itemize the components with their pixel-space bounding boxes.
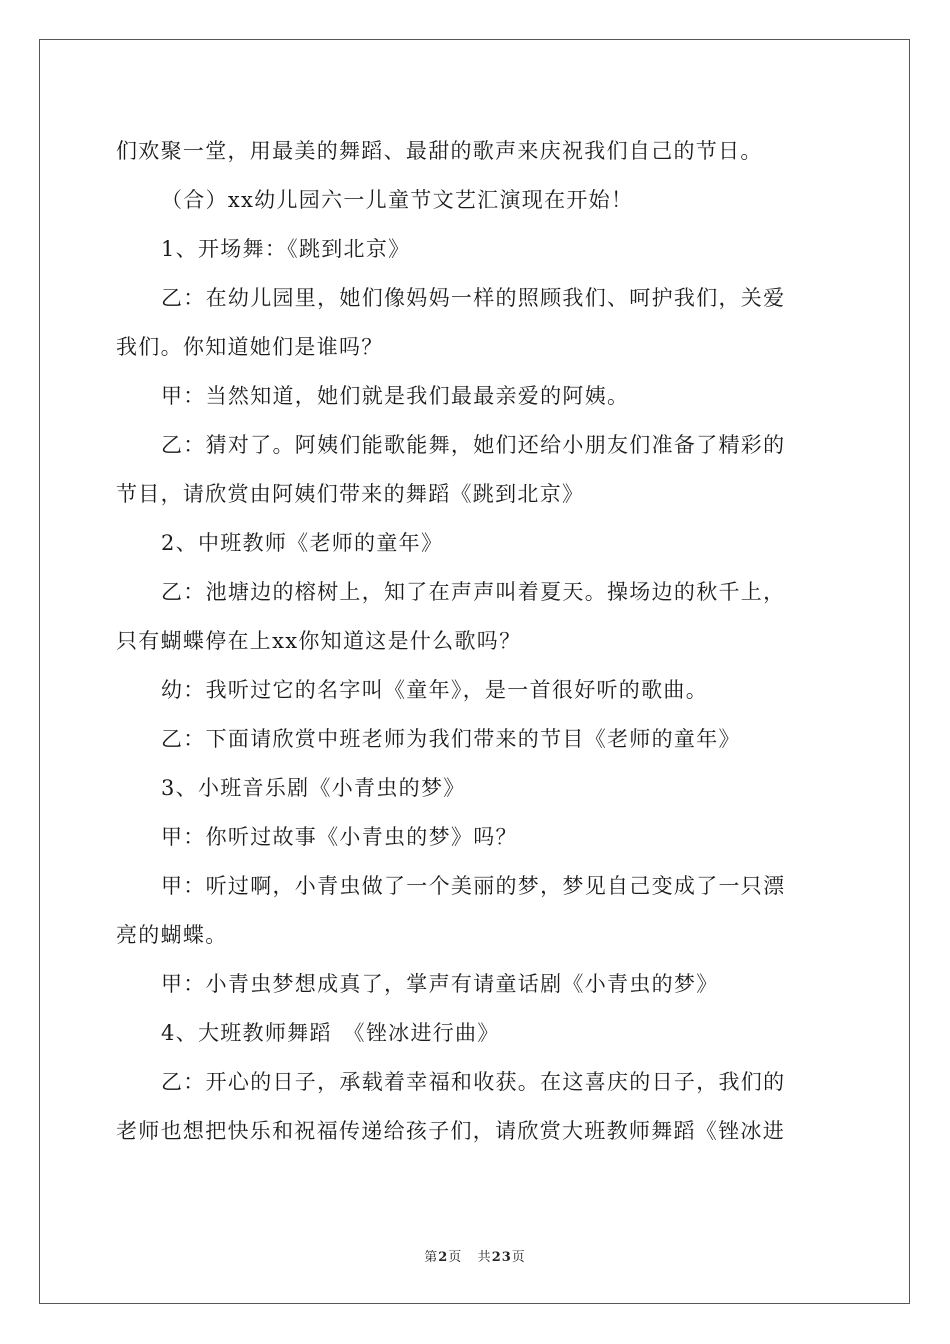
- page-footer: [0, 1246, 950, 1265]
- document-body: [116, 127, 832, 1156]
- total-label-prefix: 共: [477, 1250, 492, 1265]
- paragraph-line: 我们。你知道她们是谁吗？: [116, 335, 384, 359]
- section-heading: 1、开场舞：《跳到北京》: [161, 237, 411, 261]
- paragraph-line: 乙：在幼儿园里，她们像妈妈一样的照顾我们、呵护我们，关爱: [161, 286, 786, 310]
- paragraph-line: 乙：下面请欣赏中班老师为我们带来的节目《老师的童年》: [161, 727, 741, 751]
- page-label-prefix: 第: [424, 1250, 439, 1265]
- total-label-suffix: 页: [511, 1250, 526, 1265]
- paragraph-line: 幼：我听过它的名字叫《童年》，是一首很好听的歌曲。: [161, 678, 708, 702]
- paragraph-line: 甲：你听过故事《小青虫的梦》吗？: [161, 825, 518, 849]
- section-heading: 2、中班教师《老师的童年》: [161, 531, 444, 555]
- paragraph-line: 甲：小青虫梦想成真了，掌声有请童话剧《小青虫的梦》: [161, 972, 719, 996]
- paragraph-line: 乙：开心的日子，承载着幸福和收获。在这喜庆的日子，我们的: [161, 1070, 786, 1094]
- paragraph-line: 乙：猜对了。阿姨们能歌能舞，她们还给小朋友们准备了精彩的: [161, 433, 786, 457]
- paragraph-line: 们欢聚一堂，用最美的舞蹈、最甜的歌声来庆祝我们自己的节日。: [116, 139, 763, 163]
- paragraph-line: 节目，请欣赏由阿姨们带来的舞蹈《跳到北京》: [116, 482, 585, 506]
- paragraph-line: （合）xx幼儿园六一儿童节文艺汇演现在开始！: [161, 188, 634, 212]
- paragraph-line: 只有蝴蝶停在上xx你知道这是什么歌吗？: [116, 629, 522, 653]
- section-heading: 4、大班教师舞蹈 《锉冰进行曲》: [161, 1021, 500, 1045]
- paragraph-line: 老师也想把快乐和祝福传递给孩子们，请欣赏大班教师舞蹈《锉冰进: [116, 1119, 785, 1143]
- paragraph-line: 甲：听过啊，小青虫做了一个美丽的梦，梦见自己变成了一只漂: [161, 874, 786, 898]
- paragraph-line: 甲：当然知道，她们就是我们最最亲爱的阿姨。: [161, 384, 630, 408]
- section-heading: 3、小班音乐剧《小青虫的梦》: [161, 776, 466, 800]
- total-pages: 23: [491, 1250, 512, 1265]
- paragraph-line: 乙：池塘边的榕树上，知了在声声叫着夏天。操场边的秋千上，: [161, 580, 786, 604]
- page-label-suffix: 页: [448, 1250, 463, 1265]
- page-number: 2: [438, 1250, 449, 1265]
- paragraph-line: 亮的蝴蝶。: [116, 923, 228, 947]
